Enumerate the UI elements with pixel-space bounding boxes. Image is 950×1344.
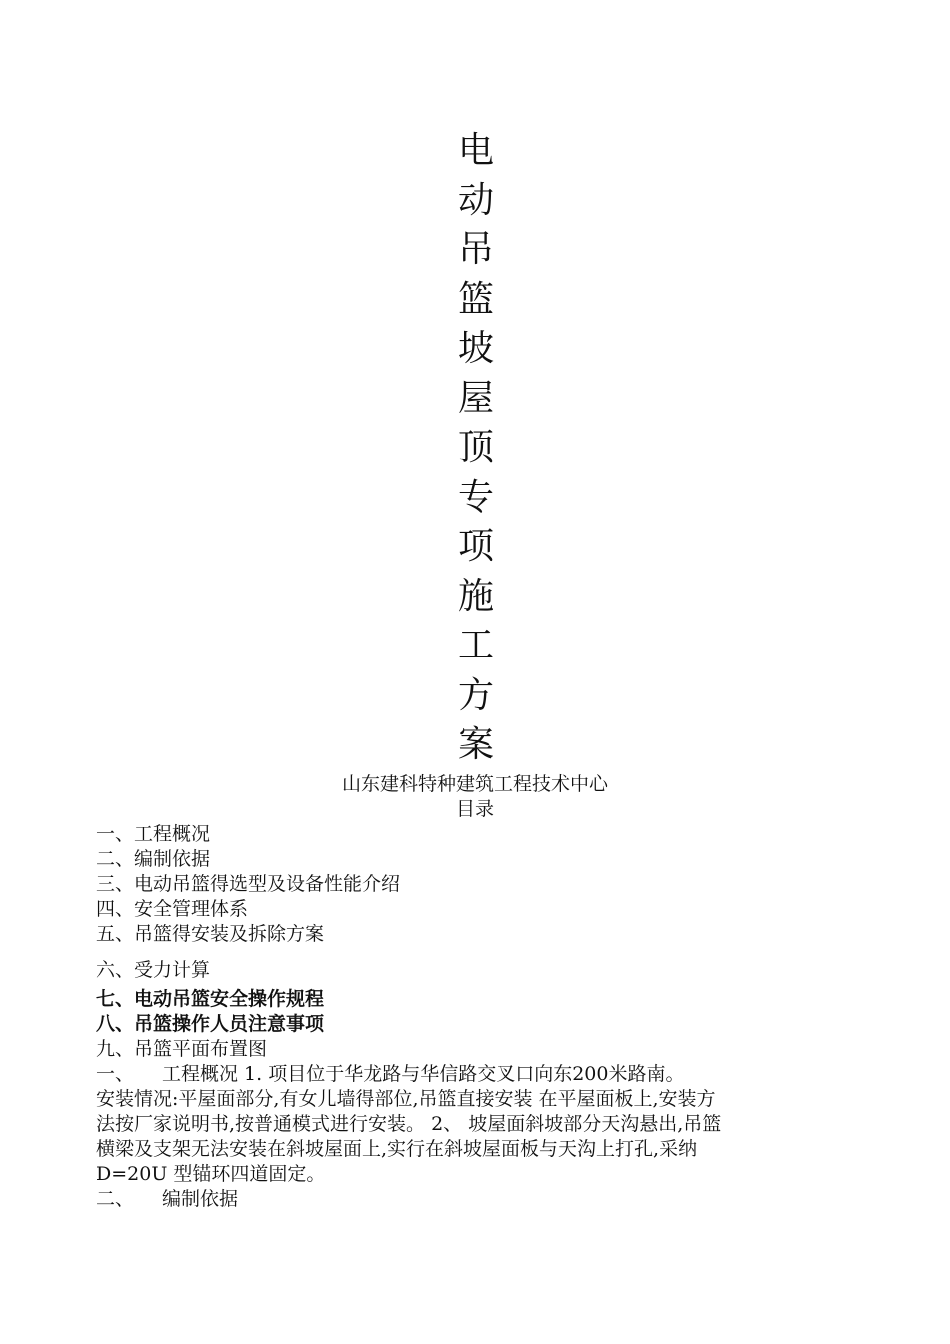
toc-item: 一、工程概况 (96, 823, 211, 845)
toc-item: 四、安全管理体系 (96, 898, 249, 920)
title-char: 动 (457, 179, 494, 221)
section-paragraph-line: 横梁及支架无法安装在斜坡屋面上,实行在斜坡屋面板与天沟上打孔,采纳 (96, 1138, 698, 1160)
section-number: 二、 (96, 1188, 135, 1210)
toc-item: 九、吊篮平面布置图 (96, 1038, 268, 1060)
section-paragraph-line: 安装情况:平屋面部分,有女儿墙得部位,吊篮直接安装 在平屋面板上,安装方 (96, 1088, 716, 1110)
title-char: 屋 (457, 377, 494, 419)
section-paragraph-line: 法按厂家说明书,按普通模式进行安装。 2、 坡屋面斜坡部分天沟悬出,吊篮 (96, 1113, 722, 1135)
section-heading-text: 编制依据 (162, 1188, 239, 1210)
section-number: 一、 (96, 1063, 135, 1085)
title-char: 吊 (457, 229, 494, 270)
toc-item: 五、吊篮得安装及拆除方案 (96, 923, 325, 945)
organization-name: 山东建科特种建筑工程技术中心 (341, 773, 608, 795)
title-char: 篮 (457, 278, 494, 320)
toc-item: 六、受力计算 (96, 959, 211, 981)
section-paragraph-line: D=20U 型锚环四道固定。 (96, 1163, 326, 1185)
toc-item: 七、电动吊篮安全操作规程 (96, 988, 325, 1010)
title-char: 电 (457, 130, 494, 171)
title-char: 方 (457, 674, 494, 716)
title-char: 工 (457, 625, 494, 666)
section-heading (96, 1186, 238, 1212)
document-title (452, 126, 500, 770)
section-heading-text: 工程概况 1. 项目位于华龙路与华信路交叉口向东200米路南。 (162, 1063, 685, 1085)
title-char: 施 (457, 575, 494, 617)
title-char: 顶 (457, 427, 494, 468)
toc-item: 二、编制依据 (96, 848, 211, 870)
toc-item: 三、电动吊篮得选型及设备性能介绍 (96, 873, 401, 895)
title-char: 专 (457, 476, 494, 518)
section-heading (96, 1061, 684, 1087)
title-char: 坡 (457, 328, 494, 369)
title-char: 案 (457, 724, 494, 765)
toc-heading: 目录 (455, 798, 494, 820)
title-char: 项 (457, 526, 494, 567)
toc-item: 八、吊篮操作人员注意事项 (96, 1013, 325, 1035)
